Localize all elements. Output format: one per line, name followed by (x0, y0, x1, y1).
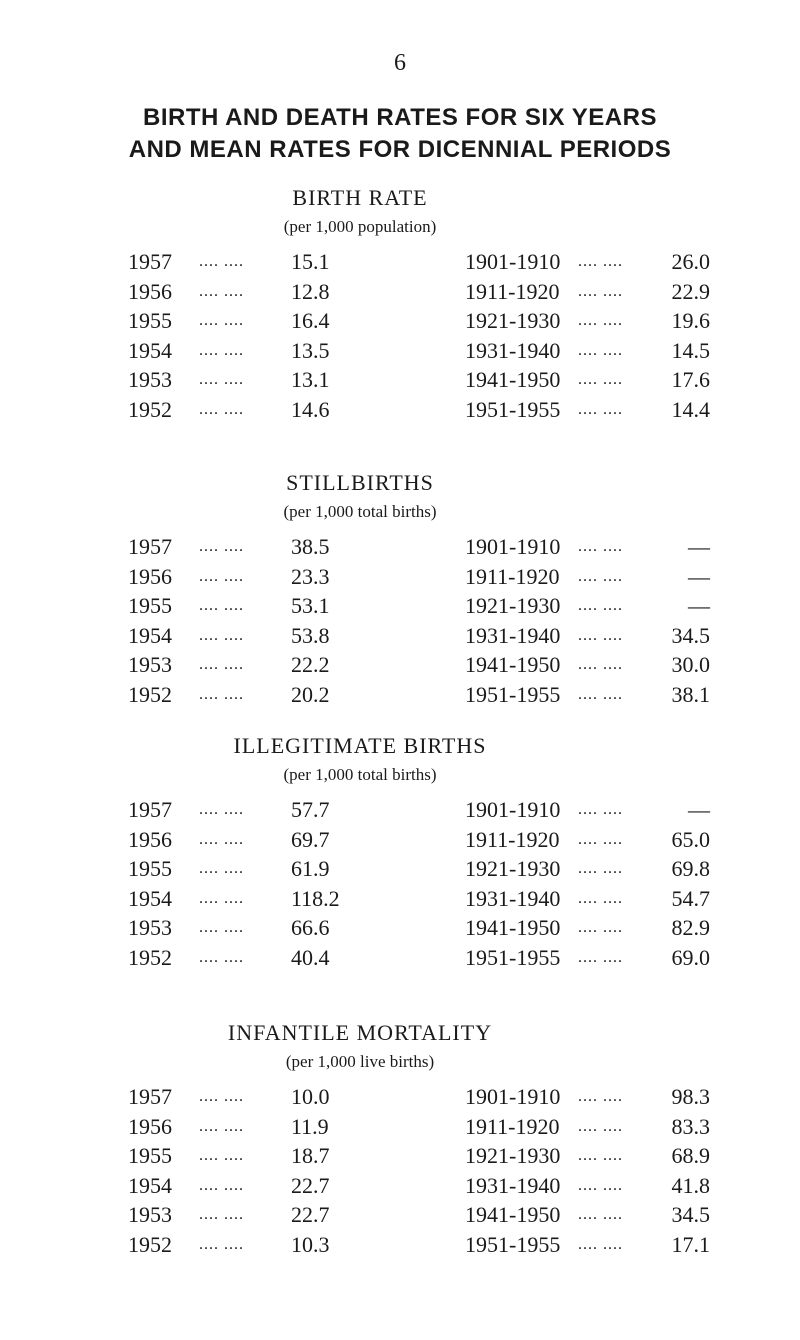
period-cell: 1941-1950 (465, 367, 561, 392)
section-subtitle: (per 1,000 population) (283, 217, 437, 236)
period-cell: 1911-1920 (465, 278, 560, 304)
page-title-line-2: AND MEAN RATES FOR DICENNIAL PERIODS (128, 136, 672, 163)
period-rate-cell: — (688, 563, 710, 589)
period-cell: 1911-1920 (465, 826, 560, 852)
leader-dots: .... .... (199, 860, 244, 877)
year-rate-cell: 11.9 (291, 1113, 329, 1139)
table-row (0, 564, 800, 594)
period-cell: 1941-1950 (465, 652, 561, 677)
leader-dots: .... .... (199, 626, 244, 644)
period-rate-cell: 26.0 (671, 249, 710, 274)
year-cell: 1956 (128, 826, 172, 852)
leader-dots: .... .... (578, 860, 623, 877)
year-cell: 1954 (128, 337, 172, 363)
leader-dots: .... .... (578, 889, 623, 907)
year-cell: 1952 (128, 681, 172, 707)
period-rate-cell: 68.9 (671, 1143, 710, 1168)
year-rate-cell: 15.1 (291, 249, 330, 274)
table-row (0, 249, 800, 279)
year-rate-cell: 53.8 (291, 622, 330, 648)
period-rate-cell: 69.8 (671, 856, 710, 881)
leader-dots: .... .... (199, 312, 244, 329)
period-rate-cell: 14.4 (671, 396, 710, 422)
year-cell: 1954 (128, 622, 172, 648)
table-row (0, 1232, 800, 1262)
year-cell: 1953 (128, 652, 172, 677)
period-cell: 1951-1955 (465, 944, 561, 970)
leader-dots: .... .... (199, 538, 244, 555)
period-rate-cell: 14.5 (671, 337, 710, 363)
year-cell: 1956 (128, 563, 172, 589)
leader-dots: .... .... (199, 400, 244, 418)
period-cell: 1931-1940 (465, 622, 561, 648)
period-cell: 1901-1910 (465, 1084, 561, 1109)
table-row (0, 915, 800, 945)
period-cell: 1951-1955 (465, 681, 561, 707)
leader-dots: .... .... (199, 948, 244, 966)
year-cell: 1955 (128, 593, 172, 618)
period-rate-cell: 54.7 (671, 885, 710, 911)
year-cell: 1955 (128, 308, 172, 333)
leader-dots: .... .... (578, 919, 623, 936)
year-cell: 1954 (128, 885, 172, 911)
year-rate-cell: 14.6 (291, 396, 330, 422)
section-subtitle: (per 1,000 total births) (283, 502, 437, 521)
table-row (0, 1114, 800, 1144)
table-row (0, 652, 800, 682)
leader-dots: .... .... (199, 1117, 244, 1135)
table-row (0, 1084, 800, 1114)
table-row (0, 827, 800, 857)
leader-dots: .... .... (199, 597, 244, 614)
table-row (0, 856, 800, 886)
leader-dots: .... .... (578, 282, 623, 300)
period-rate-cell: 69.0 (671, 944, 710, 970)
table-row (0, 338, 800, 368)
year-rate-cell: 38.5 (291, 534, 330, 559)
leader-dots: .... .... (578, 1147, 623, 1164)
leader-dots: .... .... (578, 801, 623, 818)
period-rate-cell: 30.0 (671, 652, 710, 677)
table-row (0, 279, 800, 309)
period-cell: 1941-1950 (465, 915, 561, 940)
leader-dots: .... .... (199, 1235, 244, 1253)
year-rate-cell: 13.1 (291, 367, 330, 392)
period-cell: 1911-1920 (465, 1113, 560, 1139)
year-cell: 1952 (128, 396, 172, 422)
period-cell: 1931-1940 (465, 885, 561, 911)
year-rate-cell: 40.4 (291, 944, 330, 970)
year-cell: 1956 (128, 1113, 172, 1139)
period-rate-cell: 22.9 (671, 278, 710, 304)
table-row (0, 797, 800, 827)
period-rate-cell: 34.5 (671, 1202, 710, 1227)
page-number: 6 (394, 50, 406, 76)
leader-dots: .... .... (199, 830, 244, 848)
leader-dots: .... .... (578, 948, 623, 966)
period-rate-cell: 65.0 (671, 826, 710, 852)
period-rate-cell: 17.6 (671, 367, 710, 392)
leader-dots: .... .... (199, 567, 244, 585)
leader-dots: .... .... (578, 1088, 623, 1105)
year-rate-cell: 20.2 (291, 681, 330, 707)
period-rate-cell: — (688, 534, 710, 559)
table-row (0, 1202, 800, 1232)
page-title-line-1: BIRTH AND DEATH RATES FOR SIX YEARS (143, 104, 657, 131)
period-rate-cell: 82.9 (671, 915, 710, 940)
year-rate-cell: 57.7 (291, 797, 330, 822)
leader-dots: .... .... (199, 685, 244, 703)
year-cell: 1953 (128, 367, 172, 392)
year-rate-cell: 22.2 (291, 652, 330, 677)
year-rate-cell: 10.3 (291, 1231, 330, 1257)
leader-dots: .... .... (578, 400, 623, 418)
year-cell: 1957 (128, 1084, 172, 1109)
leader-dots: .... .... (199, 1147, 244, 1164)
table-row (0, 308, 800, 338)
leader-dots: .... .... (578, 371, 623, 388)
leader-dots: .... .... (578, 1206, 623, 1223)
year-rate-cell: 16.4 (291, 308, 330, 333)
period-rate-cell: 19.6 (671, 308, 710, 333)
period-rate-cell: 38.1 (671, 681, 710, 707)
year-cell: 1952 (128, 944, 172, 970)
leader-dots: .... .... (199, 341, 244, 359)
leader-dots: .... .... (578, 830, 623, 848)
leader-dots: .... .... (578, 538, 623, 555)
leader-dots: .... .... (578, 685, 623, 703)
period-cell: 1901-1910 (465, 797, 561, 822)
year-rate-cell: 69.7 (291, 826, 330, 852)
table-row (0, 593, 800, 623)
period-cell: 1951-1955 (465, 396, 561, 422)
table-row (0, 682, 800, 712)
section-subtitle: (per 1,000 live births) (285, 1052, 435, 1071)
leader-dots: .... .... (578, 567, 623, 585)
period-cell: 1901-1910 (465, 249, 561, 274)
leader-dots: .... .... (578, 312, 623, 329)
year-cell: 1957 (128, 797, 172, 822)
year-rate-cell: 22.7 (291, 1172, 330, 1198)
table-row (0, 1143, 800, 1173)
year-cell: 1953 (128, 1202, 172, 1227)
leader-dots: .... .... (199, 919, 244, 936)
leader-dots: .... .... (578, 1235, 623, 1253)
year-rate-cell: 23.3 (291, 563, 330, 589)
table-row (0, 623, 800, 653)
leader-dots: .... .... (199, 282, 244, 300)
section-title: ILLEGITIMATE BIRTHS (233, 733, 487, 758)
leader-dots: .... .... (578, 1176, 623, 1194)
year-cell: 1955 (128, 1143, 172, 1168)
year-rate-cell: 53.1 (291, 593, 330, 618)
year-rate-cell: 66.6 (291, 915, 330, 940)
period-rate-cell: — (688, 593, 710, 618)
leader-dots: .... .... (578, 626, 623, 644)
period-cell: 1921-1930 (465, 856, 561, 881)
year-rate-cell: 61.9 (291, 856, 330, 881)
period-cell: 1921-1930 (465, 1143, 561, 1168)
period-rate-cell: 41.8 (671, 1172, 710, 1198)
period-rate-cell: 83.3 (671, 1113, 710, 1139)
table-row (0, 886, 800, 916)
period-rate-cell: — (688, 797, 710, 822)
year-cell: 1952 (128, 1231, 172, 1257)
leader-dots: .... .... (199, 1088, 244, 1105)
leader-dots: .... .... (578, 597, 623, 614)
year-rate-cell: 18.7 (291, 1143, 330, 1168)
section-title: STILLBIRTHS (286, 470, 434, 495)
leader-dots: .... .... (199, 889, 244, 907)
leader-dots: .... .... (199, 253, 244, 270)
period-rate-cell: 34.5 (671, 622, 710, 648)
year-rate-cell: 22.7 (291, 1202, 330, 1227)
table-row (0, 397, 800, 427)
leader-dots: .... .... (199, 1176, 244, 1194)
period-rate-cell: 98.3 (671, 1084, 710, 1109)
period-cell: 1931-1940 (465, 337, 561, 363)
section-title: INFANTILE MORTALITY (227, 1020, 493, 1045)
leader-dots: .... .... (578, 656, 623, 673)
period-cell: 1921-1930 (465, 308, 561, 333)
year-rate-cell: 12.8 (291, 278, 330, 304)
period-cell: 1901-1910 (465, 534, 561, 559)
leader-dots: .... .... (199, 656, 244, 673)
period-cell: 1921-1930 (465, 593, 561, 618)
leader-dots: .... .... (578, 341, 623, 359)
table-row (0, 945, 800, 975)
leader-dots: .... .... (578, 1117, 623, 1135)
leader-dots: .... .... (199, 371, 244, 388)
period-cell: 1941-1950 (465, 1202, 561, 1227)
table-row (0, 534, 800, 564)
year-cell: 1957 (128, 249, 172, 274)
year-cell: 1957 (128, 534, 172, 559)
period-cell: 1951-1955 (465, 1231, 561, 1257)
period-cell: 1931-1940 (465, 1172, 561, 1198)
leader-dots: .... .... (199, 1206, 244, 1223)
section-subtitle: (per 1,000 total births) (283, 765, 437, 784)
leader-dots: .... .... (199, 801, 244, 818)
year-cell: 1953 (128, 915, 172, 940)
period-cell: 1911-1920 (465, 563, 560, 589)
year-cell: 1954 (128, 1172, 172, 1198)
leader-dots: .... .... (578, 253, 623, 270)
table-row (0, 1173, 800, 1203)
year-rate-cell: 13.5 (291, 337, 330, 363)
section-title: BIRTH RATE (292, 185, 428, 210)
year-rate-cell: 10.0 (291, 1084, 330, 1109)
year-rate-cell: 118.2 (291, 885, 340, 911)
year-cell: 1955 (128, 856, 172, 881)
period-rate-cell: 17.1 (671, 1231, 710, 1257)
table-row (0, 367, 800, 397)
year-cell: 1956 (128, 278, 172, 304)
